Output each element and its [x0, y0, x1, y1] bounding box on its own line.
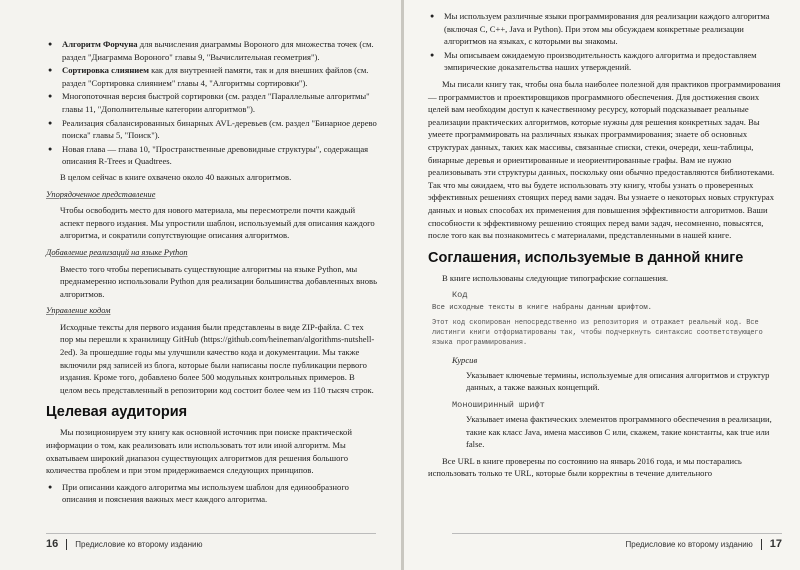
code-sample-block: Этот код скопирован непосредственно из репозитория и отражает реальный код. Все листинги книги отформатированы так, чтобы подчеркнуть синтаксис соответствующего языка программирования.	[432, 319, 763, 348]
page-footer	[452, 533, 782, 550]
feature-list	[46, 38, 379, 168]
list-item: ● Новая глава — глава 10, "Пространственные древовидные структуры", содержащая описания R-Trees и Quadtrees.	[46, 143, 379, 168]
section-heading-audience: Целевая аудитория	[46, 404, 188, 421]
term-italic: Курсив	[452, 355, 478, 366]
list-item: ● Мы описываем ожидаемую производительность каждого алгоритма и предоставляем эмпирические доказательства наших утверждений.	[428, 49, 782, 74]
paragraph: Чтобы освободить место для нового материала, мы пересмотрели почти каждый аспект первого издания. Мы упростили шаблон, используемый для описания каждого алгоритма, и сократили сопутствующие описания алгоритмов.	[60, 205, 375, 241]
running-title: Предисловие ко второму изданию	[75, 539, 203, 549]
paragraph: Исходные тексты для первого издания были представлены в виде ZIP-файла. С тех пор мы перешли к хранилищу GitHub (https://github.com/heineman/algorithms-nutshell-2ed). За прошедшие годы мы улучшили качество кода и документации. Мы также включили ряд записей из блога, которые были написаны после публикации первого издания. Кроме того, добавлено более 500 модульных контрольных примеров. В целом весь представленный в репозитории код состоит более чем из 110 тысяч строк.	[60, 321, 375, 395]
term-monospace: Моноширинный шрифт	[452, 400, 545, 411]
term-description: Указывает имена фактических элементов программного обеспечения в реализации, такие как класс Java, имена массивов C или, скажем, такие константы, как true или false.	[466, 414, 772, 450]
right-page	[404, 0, 800, 570]
term-description: Указывает ключевые термины, используемые для описания алгоритмов и структур данных, а также важных концепций.	[466, 369, 770, 393]
page-number: 17	[769, 537, 782, 550]
paragraph: Мы писали книгу так, чтобы она была наиболее полезной для практиков программирования — программистов и проектировщиков программного обеспечения. Для достижения своих целей вам необходим доступ к качественному ресурсу, который подсказывает реальные реализации практических алгоритмов, которые нужны для решения конкретных задач. Вы умеете программировать на различных языках программирования; знаете об основных структурах данных, таких как массивы, связанные списки, стеки, очереди, хеш-таблицы, бинарные деревья и ориентированные и неориентированные графы. Вам не нужно реализовывать эти структуры данных, поскольку они обычно предоставляются библиотеками. Так что мы ожидаем, что вы будете использовать эту книгу, чтобы узнать о проверенных эффективных решениях стоящих перед вами задач. Вы узнаете о некоторых новых структурах данных и новых способах их применения для повышения эффективности алгоритмов. Ваши способности к эффективному решению стоящих перед вами задач, несомненно, повысятся, после того как вы познакомитесь с материалами, представленными в нашей книге.	[428, 78, 781, 241]
page-footer	[46, 533, 376, 550]
list-item: ● Мы используем различные языки программирования для реализации каждого алгоритма (включая C, C++, Java и Python). При этом мы обсуждаем конкретные реализации алгоритмов на языках, с которыми вы знакомы.	[428, 10, 782, 48]
principles-list-cont	[428, 10, 782, 74]
subheading-streamlined: Упорядоченное представление	[46, 189, 156, 199]
subheading-python: Добавление реализаций на языке Python	[46, 247, 188, 257]
paragraph: Все URL в книге проверены по состоянию на январь 2016 года, и мы постарались использовать только те URL, которые были корректны в течение длительного	[428, 455, 742, 479]
footer-divider	[761, 539, 762, 550]
list-item: ● Алгоритм Форчуна для вычисления диаграммы Вороного для множества точек (см. раздел "Диаграмма Вороного" главы 9, "Вычислительная геометрия").	[46, 38, 379, 63]
footer-divider	[66, 539, 67, 550]
page-number: 16	[46, 537, 59, 550]
list-item: ● Многопоточная версия быстрой сортировки (см. раздел "Параллельные алгоритмы" главы 11, "Дополнительные категории алгоритмов").	[46, 90, 379, 115]
list-item: ● Сортировка слиянием как для внутренней памяти, так и для внешних файлов (см. раздел "Сортировка слиянием" главы 4, "Алгоритмы сортировки").	[46, 64, 379, 89]
paragraph: Мы позиционируем эту книгу как основной источник при поиске практической информации о том, как реализовать или использовать тот или иной алгоритм. Мы охватываем широкий диапазон существующих алгоритмов для решения большого количества проблем и при этом придерживаемся следующих принципов.	[46, 427, 352, 476]
list-item: ● Реализация сбалансированных бинарных AVL-деревьев (см. раздел "Бинарное дерево поиска" главы 5, "Поиск").	[46, 117, 379, 142]
list-item: ● При описании каждого алгоритма мы используем шаблон для единообразного описания и пояснения важных мест каждого алгоритма.	[46, 481, 379, 506]
total-line: В целом сейчас в книге охвачено около 40 важных алгоритмов.	[60, 171, 292, 182]
paragraph: В книге использованы следующие типографские соглашения.	[442, 272, 669, 283]
section-heading-conventions: Соглашения, используемые в данной книге	[428, 249, 744, 266]
principles-list	[46, 481, 379, 506]
code-sample-line: Все исходные тексты в книге набраны данным шрифтом.	[432, 304, 652, 313]
subheading-code-management: Управление кодом	[46, 306, 111, 316]
running-title: Предисловие ко второму изданию	[625, 539, 753, 549]
paragraph: Вместо того чтобы переписывать существующие алгоритмы на языке Python, мы преднамеренно использовали Python для реализации большинства добавленных вновь алгоритмов.	[60, 263, 378, 299]
term-code: Код	[452, 290, 468, 301]
